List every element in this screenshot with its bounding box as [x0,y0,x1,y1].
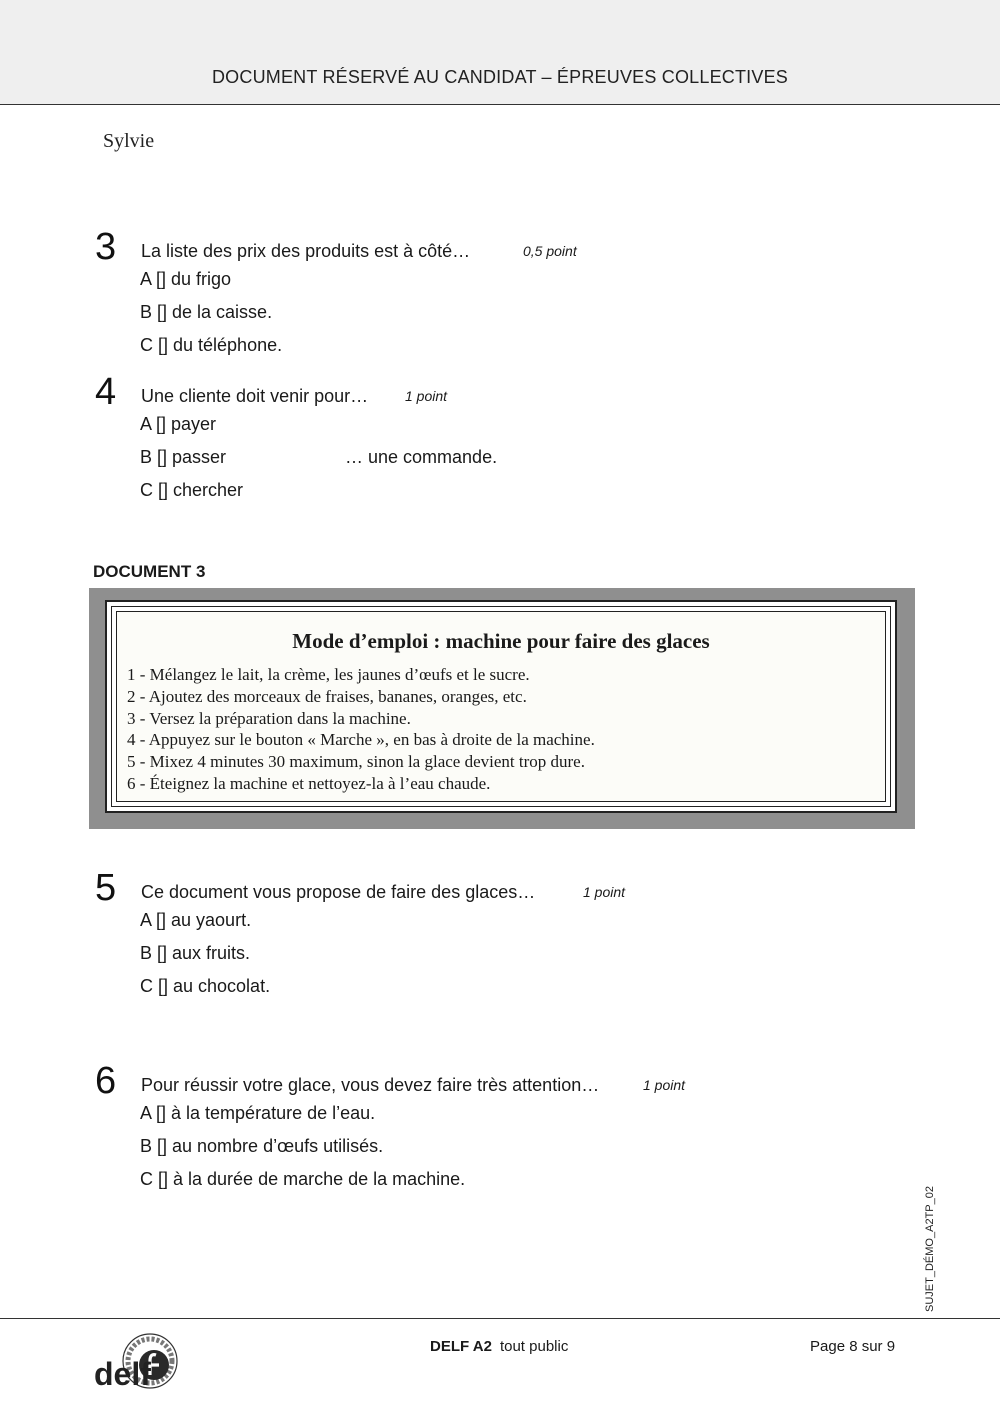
question-points: 1 point [583,884,626,900]
question-number: 4 [95,371,117,413]
option-b[interactable]: B [] passer [140,447,227,467]
option-a[interactable]: A [] payer [140,414,217,434]
question-points: 1 point [405,388,448,404]
document-label: DOCUMENT 3 [93,562,206,581]
page-header [0,0,1000,105]
delf-logo-icon [92,1325,184,1395]
document-title: Mode d’emploi : machine pour faire des glaces [292,629,710,653]
instruction-step: 3 - Versez la préparation dans la machine. [127,708,411,728]
option-b[interactable]: B [] de la caisse. [140,302,273,322]
option-c[interactable]: C [] chercher [140,480,244,500]
option-c[interactable]: C [] à la durée de marche de la machine. [140,1169,466,1189]
instruction-steps [127,664,595,795]
svg-text:delf: delf [94,1356,151,1392]
option-a[interactable]: A [] au yaourt. [140,910,252,930]
question-text: Pour réussir votre glace, vous devez faire très attention… [141,1075,600,1095]
header-title: DOCUMENT RÉSERVÉ AU CANDIDAT – ÉPREUVES COLLECTIVES [211,67,788,87]
question-text: Ce document vous propose de faire des glaces… [141,882,536,902]
option-b[interactable]: B [] au nombre d’œufs utilisés. [140,1136,384,1156]
option-b[interactable]: B [] aux fruits. [140,943,251,963]
question-points: 0,5 point [523,243,577,259]
question-number: 3 [95,226,117,268]
exam-name: DELF A2 [430,1338,492,1355]
options-suffix: … une commande. [345,447,498,467]
signature: Sylvie [103,130,155,152]
question-text: Une cliente doit venir pour… [141,386,369,406]
page-number: Page 8 sur 9 [810,1338,896,1355]
question-points: 1 point [643,1077,686,1093]
instruction-step: 5 - Mixez 4 minutes 30 maximum, sinon la glace devient trop dure. [127,752,585,772]
document-box [105,600,897,813]
option-c[interactable]: C [] au chocolat. [140,976,271,996]
question-number: 5 [95,867,117,909]
footer-exam [430,1338,568,1355]
question-number: 6 [95,1060,117,1102]
instruction-step: 2 - Ajoutez des morceaux de fraises, bananes, oranges, etc. [127,686,527,706]
option-a[interactable]: A [] à la température de l’eau. [140,1103,376,1123]
option-c[interactable]: C [] du téléphone. [140,335,283,355]
footer-divider [0,1318,1000,1319]
instruction-step: 1 - Mélangez le lait, la crème, les jaunes d’œufs et le sucre. [127,665,530,684]
exam-audience: tout public [499,1338,569,1355]
document-code: SUJET_DÉMO_A2TP_02 [924,1186,936,1312]
question-text: La liste des prix des produits est à côté… [141,241,471,261]
instruction-step: 6 - Éteignez la machine et nettoyez-la à l’eau chaude. [127,773,491,793]
option-a[interactable]: A [] du frigo [140,269,232,289]
instruction-step: 4 - Appuyez sur le bouton « Marche », en bas à droite de la machine. [127,730,595,750]
